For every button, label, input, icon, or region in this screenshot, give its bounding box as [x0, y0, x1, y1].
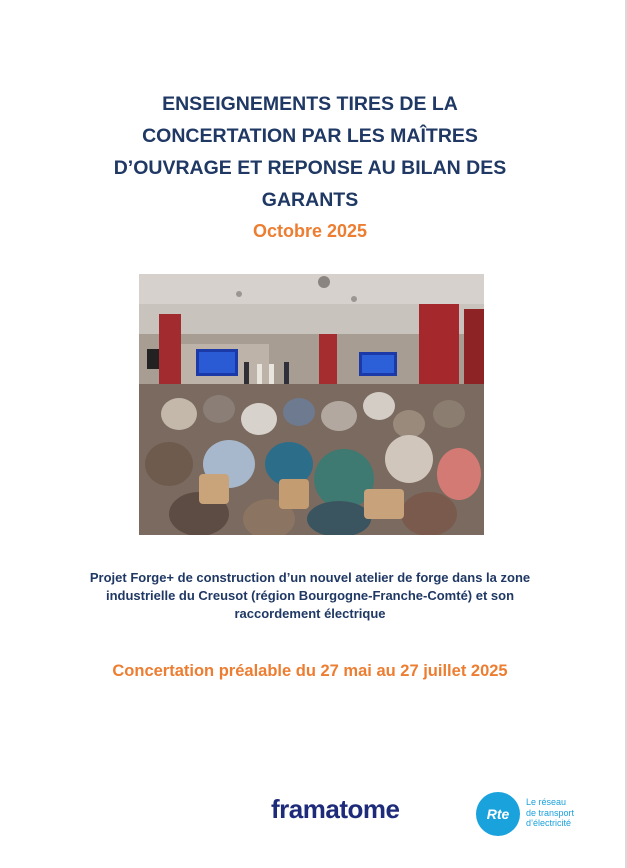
title-line: CONCERTATION PAR LES MAÎTRES	[142, 125, 478, 147]
rte-tagline	[526, 797, 606, 829]
rte-tagline-line: de transport	[526, 807, 575, 818]
rte-logo: Rte	[476, 792, 520, 836]
rte-tagline-line: d’électricité	[526, 818, 572, 828]
subtitle-line: Projet Forge+ de construction d’un nouvel atelier de forge dans la zone	[89, 570, 531, 585]
framatome-logo: framatome	[271, 794, 400, 824]
rte-tagline-line: Le réseau	[526, 797, 567, 807]
subtitle-line: raccordement électrique	[234, 606, 386, 621]
project-description	[60, 569, 560, 623]
title-line: D’OUVRAGE ET REPONSE AU BILAN DES	[113, 157, 507, 179]
consultation-dates: Concertation préalable du 27 mai au 27 juillet 2025	[112, 662, 508, 680]
title-line: ENSEIGNEMENTS TIRES DE LA	[162, 93, 458, 115]
title-line: GARANTS	[261, 189, 359, 211]
meeting-photo	[139, 274, 484, 535]
document-date: Octobre 2025	[252, 221, 368, 241]
document-title	[60, 88, 560, 216]
subtitle-line: industrielle du Creusot (région Bourgogne-Franche-Comté) et son	[105, 588, 515, 603]
